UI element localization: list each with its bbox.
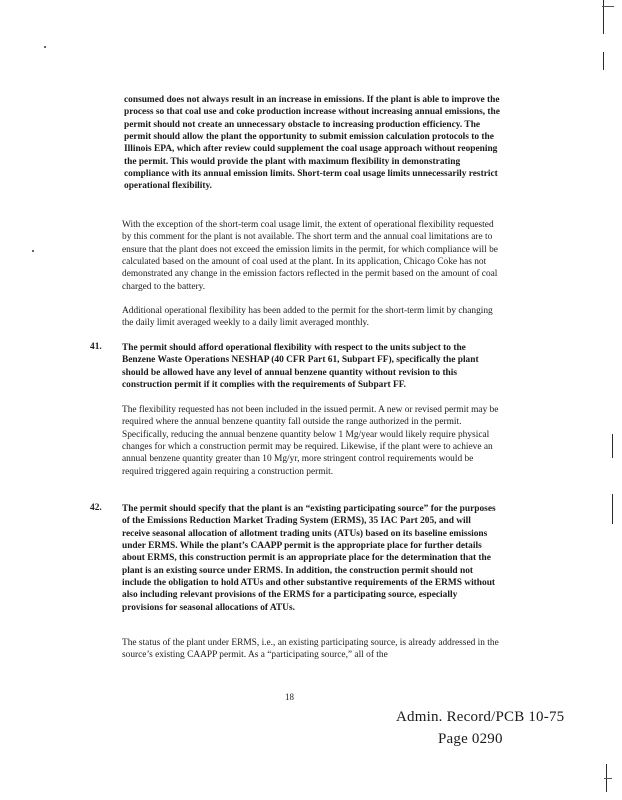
scan-speck-2 bbox=[32, 250, 34, 252]
page-stamp: Page 0290 bbox=[438, 731, 503, 747]
scan-edge-lower bbox=[612, 494, 613, 524]
paragraph-comment-continued: consumed does not always result in an increase in emissions. If the plant is able to improve the process so that coal use and coke production increase without increasing annual emissions, the permit should not create an unnecessary obstacle to increasing production efficiency. The permit should allow the plant the opportunity to submit emission calculation protocols to the Illinois EPA, which after review could supplement the coal usage approach without reopening the permit. This would provide the plant with maximum flexibility in demonstrating compliance with its annual emission limits. Short-term coal usage limits unnecessarily restrict operational flexibility. bbox=[124, 95, 500, 192]
paragraph-response-42: The status of the plant under ERMS, i.e., an existing participating source, is already addressed in the source’s existing CAAPP permit. As a “participating source,” all of the bbox=[122, 638, 499, 661]
scan-edge-mid bbox=[612, 434, 613, 458]
paragraph-response-41: The flexibility requested has not been included in the issued permit. A new or revised permit may be required where the annual benzene quantity fall outside the range authorized in the permit. Specifically, reducing the annual benzene quantity below 1 Mg/year would likely require physical changes for which a construction permit may be required. Likewise, if the plant were to achieve an annual benzene quantity greater than 10 Mg/yr, more stringent control requirements would be required triggered again requiring a construction permit. bbox=[122, 405, 499, 477]
paragraph-response-2: Additional operational flexibility has been added to the permit for the short-term limit by changing the daily limit averaged weekly to a daily limit averaged monthly. bbox=[122, 306, 493, 329]
comment-number-41: 41. bbox=[90, 342, 102, 352]
scan-speck-1 bbox=[44, 46, 46, 48]
scan-mark-top bbox=[602, 6, 614, 7]
paragraph-comment-42: The permit should specify that the plant is an “existing participating source” for the purposes of the Emissions Reduction Market Trading System (ERMS), 35 IAC Part 205, and will receive seasonal allocation of allotment trading units (ATUs) based on its baseline emissions under ERMS. While the plant’s CAAPP permit is the appropriate place for further details about ERMS, this construction permit is an appropriate place for the determination that the plant is an existing source under ERMS. In addition, the construction permit should not include the obligation to hold ATUs and other substantive requirements of the ERMS without also including relevant provisions of the ERMS for a participating source, especially provisions for seasonal allocations of ATUs. bbox=[122, 504, 496, 613]
admin-record-stamp: Admin. Record/PCB 10-75 bbox=[396, 709, 565, 725]
page-number: 18 bbox=[285, 692, 294, 702]
paragraph-comment-41: The permit should afford operational flexibility with respect to the units subject to the Benzene Waste Operations NESHAP (40 CFR Part 61, Subpart FF), specifically the plant should be allowed have any level of annual benzene quantity without revision to this construction permit if it complies with the requirements of Subpart FF. bbox=[122, 343, 479, 391]
comment-number-42: 42. bbox=[90, 503, 102, 513]
scan-mark-bottom bbox=[604, 778, 612, 779]
paragraph-response-1: With the exception of the short-term coal usage limit, the extent of operational flexibility requested by this comment for the plant is not available. The short term and the annual coal limitations are to ensure that the plant does not exceed the emission limits in the permit, for which compliance will be calculated based on the amount of coal used at the plant. In its application, Chicago Coke has not demonstrated any change in the emission factors reflected in the permit based on the amount of coal charged to the battery. bbox=[122, 220, 498, 292]
scan-edge-upper bbox=[603, 52, 604, 70]
